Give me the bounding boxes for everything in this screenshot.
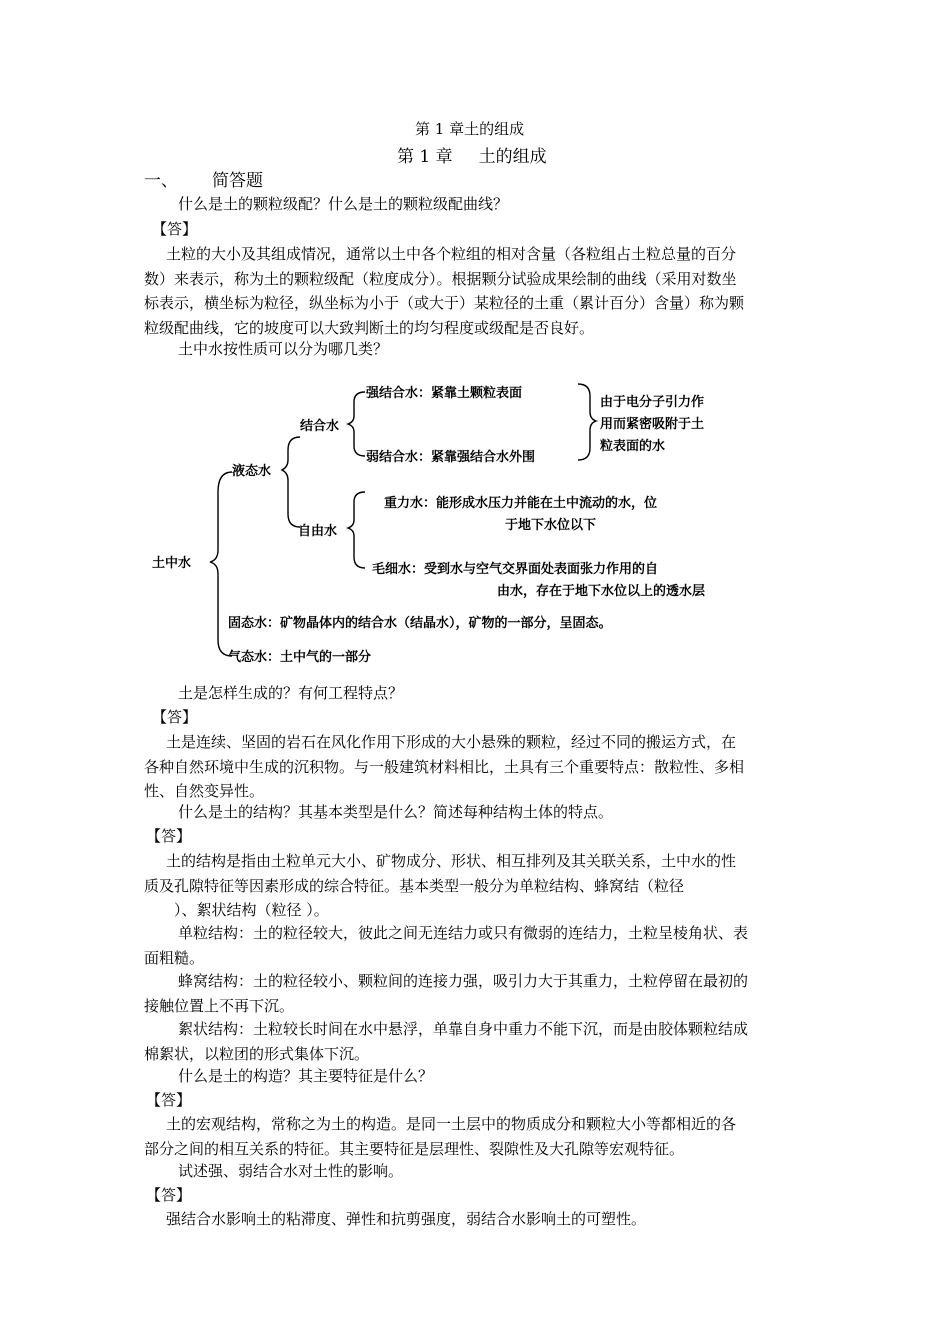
honeycomb-structure	[144, 969, 809, 1018]
node-free-water: 自由水	[298, 524, 338, 539]
node-liquid-water: 液态水	[232, 464, 272, 479]
answer-3-line: 各种自然环境中生成的沉积物。与一般建筑材料相比，土具有三个重要特点：散粒性、多相	[144, 757, 745, 776]
answer-4	[144, 849, 809, 923]
single-grain-structure	[144, 921, 809, 970]
section-title: 简答题	[212, 171, 263, 191]
answer-4-line: 土的结构是指由土粒单元大小、矿物成分、形状、相互排列及其关联关系，土中水的性	[166, 852, 737, 870]
bound-water-note	[600, 392, 704, 458]
small-title: 第 1 章土的组成	[415, 120, 525, 138]
water-classification-diagram	[140, 372, 820, 672]
answer-1-line: 土粒的大小及其组成情况，通常以土中各个粒组的相对含量（各粒组占土粒总量的百分	[166, 245, 737, 263]
node-gravity-water: 重力水：能形成水压力并能在土中流动的水，位	[384, 496, 658, 511]
answer-tag-6: 【答】	[146, 1186, 192, 1204]
answer-1-line: 粒级配曲线，它的坡度可以大致判断土的均匀程度或级配是否良好。	[144, 318, 595, 337]
honeycomb-line: 蜂窝结构：土的粒径较小、颗粒间的连接力强，吸引力大于其重力，土粒停留在最初的	[178, 972, 749, 990]
page-title	[397, 142, 547, 167]
question-1: 什么是土的颗粒级配？什么是土的颗粒级配曲线？	[178, 195, 509, 213]
question-4: 什么是土的结构？其基本类型是什么？简述每种结构土体的特点。	[178, 803, 614, 821]
node-capillary-water-cont: 由水，存在于地下水位以上的透水层	[497, 584, 706, 599]
answer-5-line: 土的宏观结构，常称之为土的构造。是同一土层中的物质成分和颗粒大小等都相近的各	[166, 1115, 737, 1133]
answer-4-line: ）、絮状结构（粒径 ）。	[174, 901, 329, 919]
node-soil-water: 土中水	[152, 556, 192, 571]
page-title-prefix: 第 1 章	[397, 147, 453, 167]
answer-tag-4: 【答】	[146, 827, 192, 845]
answer-tag-3: 【答】	[152, 708, 198, 726]
answer-3-line: 性、自然变异性。	[144, 782, 265, 800]
answer-tag-1: 【答】	[152, 220, 198, 238]
node-gravity-water-cont: 于地下水位以下	[505, 518, 597, 533]
honeycomb-line: 接触位置上不再下沉。	[144, 996, 295, 1015]
bound-water-note-line: 用而紧密吸附于土	[600, 417, 705, 432]
question-5: 什么是土的构造？其主要特征是什么？	[178, 1067, 434, 1085]
answer-tag-5: 【答】	[146, 1091, 192, 1109]
answer-5	[144, 1112, 809, 1161]
bound-water-note-line: 由于电分子引力作	[600, 395, 705, 410]
node-solid-water: 固态水：矿物晶体内的结合水（结晶水），矿物的一部分，呈固态。	[228, 616, 612, 631]
answer-1	[144, 242, 809, 340]
answer-4-line: 质及孔隙特征等因素形成的综合特征。基本类型一般分为单粒结构、蜂窝结（粒径	[144, 876, 685, 895]
node-weak-bound-water: 弱结合水：紧靠强结合水外围	[366, 450, 536, 465]
answer-3-line: 土是连续、坚固的岩石在风化作用下形成的大小悬殊的颗粒，经过不同的搬运方式，在	[166, 733, 737, 751]
page-title-name: 土的组成	[478, 147, 547, 167]
flocculent-line: 絮状结构：土粒较长时间在水中悬浮，单靠自身中重力不能下沉，而是由胶体颗粒结成	[178, 1020, 749, 1038]
answer-6: 强结合水影响土的粘滞度、弹性和抗剪强度，弱结合水影响土的可塑性。	[166, 1210, 647, 1228]
flocculent-line: 棉絮状，以粒团的形式集体下沉。	[144, 1044, 370, 1063]
answer-5-line: 部分之间的相互关系的特征。其主要特征是层理性、裂隙性及大孔隙等宏观特征。	[144, 1139, 685, 1158]
single-grain-line: 单粒结构：土的粒径较大，彼此之间无连结力或只有微弱的连结力，土粒呈棱角状、表	[178, 924, 749, 942]
node-bound-water: 结合水	[300, 419, 340, 434]
question-3: 土是怎样生成的？有何工程特点？	[178, 684, 404, 702]
node-gas-water: 气态水：土中气的一部分	[228, 650, 372, 665]
bound-water-note-line: 粒表面的水	[600, 439, 666, 454]
answer-1-line: 数）来表示，称为土的颗粒级配（粒度成分）。根据颗分试验成果绘制的曲线（采用对数坐	[144, 269, 737, 288]
section-heading	[144, 166, 263, 191]
section-number: 一、	[144, 171, 178, 191]
answer-1-line: 标表示，横坐标为粒径，纵坐标为小于（或大于）某粒径的土重（累计百分）含量）称为颗	[144, 294, 745, 312]
question-2: 土中水按性质可以分为哪几类？	[178, 340, 389, 358]
single-grain-line: 面粗糙。	[144, 948, 205, 967]
node-capillary-water: 毛细水：受到水与空气交界面处表面张力作用的自	[372, 562, 659, 577]
question-6: 试述强、弱结合水对土性的影响。	[178, 1162, 404, 1180]
answer-3	[144, 730, 809, 804]
flocculent-structure	[144, 1017, 809, 1066]
node-strong-bound-water: 强结合水：紧靠土颗粒表面	[366, 386, 523, 401]
